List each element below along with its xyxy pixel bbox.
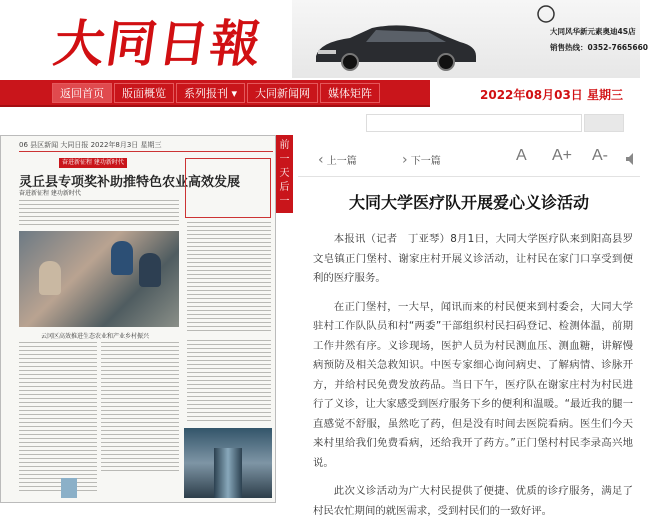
photo-caption: 云冈区高效推进生态农业和产业乡村振兴 — [41, 333, 150, 340]
main-navbar — [0, 80, 640, 107]
prev-article-label: 上一篇 — [326, 156, 357, 167]
issue-date: 2022年08月03日 星期三 — [480, 88, 623, 102]
toolbar-divider — [298, 176, 640, 177]
person-figure — [139, 253, 161, 287]
ad-phone-text: 销售热线：0352-7665660 — [550, 43, 648, 52]
page-subhead: 奋进新征程 建功新时代 — [19, 190, 81, 197]
search-bar — [0, 107, 640, 135]
article-text-block[interactable] — [19, 342, 97, 492]
page-headline[interactable]: 灵丘县专项奖补助推特色农业高效发展 — [19, 175, 241, 190]
ad-brand-text: 大同风华新元素奥迪4S店 — [550, 27, 636, 36]
search-input[interactable] — [366, 114, 582, 132]
next-day-char[interactable]: 后 — [279, 182, 290, 193]
person-figure — [111, 241, 133, 275]
date-panel — [430, 80, 640, 107]
nav-series-dropdown[interactable]: 系列报刊 ▾ — [176, 83, 245, 103]
small-thumbnail-image — [61, 478, 77, 498]
search-button[interactable] — [584, 114, 624, 132]
article-text-block[interactable] — [101, 342, 179, 472]
prev-day-char[interactable]: 一 — [279, 154, 290, 165]
chevron-right-icon: › — [402, 152, 408, 168]
next-day-char[interactable]: 一 — [279, 196, 290, 207]
page-tag: 奋进新征程 建功新时代 — [59, 158, 127, 168]
nav-menu — [52, 83, 382, 103]
font-decrease-button[interactable]: A- — [592, 147, 608, 164]
audio-icon[interactable] — [624, 151, 640, 167]
article-paragraph: 本报讯（记者 丁亚琴）8月1日，大同大学医疗队来到阳高县罗文皂镇正门堡村、谢家庄村开展义诊活动，让村民在家门口享受到便利的医疗服务。 — [313, 233, 633, 284]
page-header-rule — [19, 151, 273, 152]
newspaper-logo[interactable]: 大同日報 — [50, 14, 267, 73]
article-text-block[interactable] — [19, 200, 179, 228]
font-increase-button[interactable]: A+ — [552, 147, 573, 164]
person-figure — [39, 261, 61, 295]
prev-day-char[interactable]: 天 — [279, 168, 290, 179]
article-paragraph: 此次义诊活动为广大村民提供了便捷、优质的诊疗服务，满足了村民农忙期间的就医需求，受到村民们的一致好评。 — [313, 485, 633, 517]
article-paragraph: 在正门堡村，一大早，闻讯而来的村民便来到村委会，大同大学驻村工作队队员和村“两委”干部组织村民扫码登记、检测体温，前期工作井然有序。义诊现场，医护人员为村民测血压、测血糖，讲解慢病预防及相关急救知识。中医专家细心询问病史、了解病情、诊脉开方，并给村民免费发放药品。当日下午，医疗队在谢家庄村为村民进行了义诊，让大家感受到医疗服务下乡的便利和温暖。“最近我的腿一直感觉不舒服，虽然吃了药，但是没有时间去医院看病。医生们今天来村里给我们免费看病，还给我开了药方。”正门堡村村民李录高兴地说。 — [313, 300, 633, 469]
masthead — [0, 0, 648, 80]
prev-article-link[interactable] — [318, 152, 357, 168]
newspaper-page-thumbnail[interactable] — [0, 135, 276, 503]
article-toolbar — [298, 146, 640, 176]
car-image — [310, 18, 480, 70]
nav-layout-overview[interactable]: 版面概览 — [114, 83, 174, 103]
prev-day-char[interactable]: 前 — [279, 140, 290, 151]
market-photo[interactable] — [19, 231, 179, 327]
nav-news-site[interactable]: 大同新闻网 — [247, 83, 318, 103]
factory-photo[interactable] — [184, 428, 272, 498]
nav-home[interactable]: 返回首页 — [52, 83, 112, 103]
conveyor-graphic — [214, 448, 242, 498]
next-article-link[interactable] — [402, 152, 441, 168]
article-text-block[interactable] — [187, 340, 271, 422]
audi-rings-icon — [536, 4, 556, 24]
advertisement-banner[interactable] — [292, 0, 648, 78]
day-switch-tab[interactable] — [276, 135, 293, 213]
article-text-block[interactable] — [187, 222, 271, 332]
article-title: 大同大学医疗队开展爱心义诊活动 — [348, 193, 589, 212]
article-body — [313, 230, 633, 530]
chevron-left-icon: ‹ — [318, 152, 324, 168]
right-box[interactable] — [185, 158, 271, 218]
next-article-label: 下一篇 — [410, 156, 441, 167]
font-reset-button[interactable]: A — [516, 147, 527, 164]
page-header-line: 06 县区新闻 大同日报 2022年8月3日 星期三 — [19, 141, 162, 149]
nav-media-matrix[interactable]: 媒体矩阵 — [320, 83, 380, 103]
